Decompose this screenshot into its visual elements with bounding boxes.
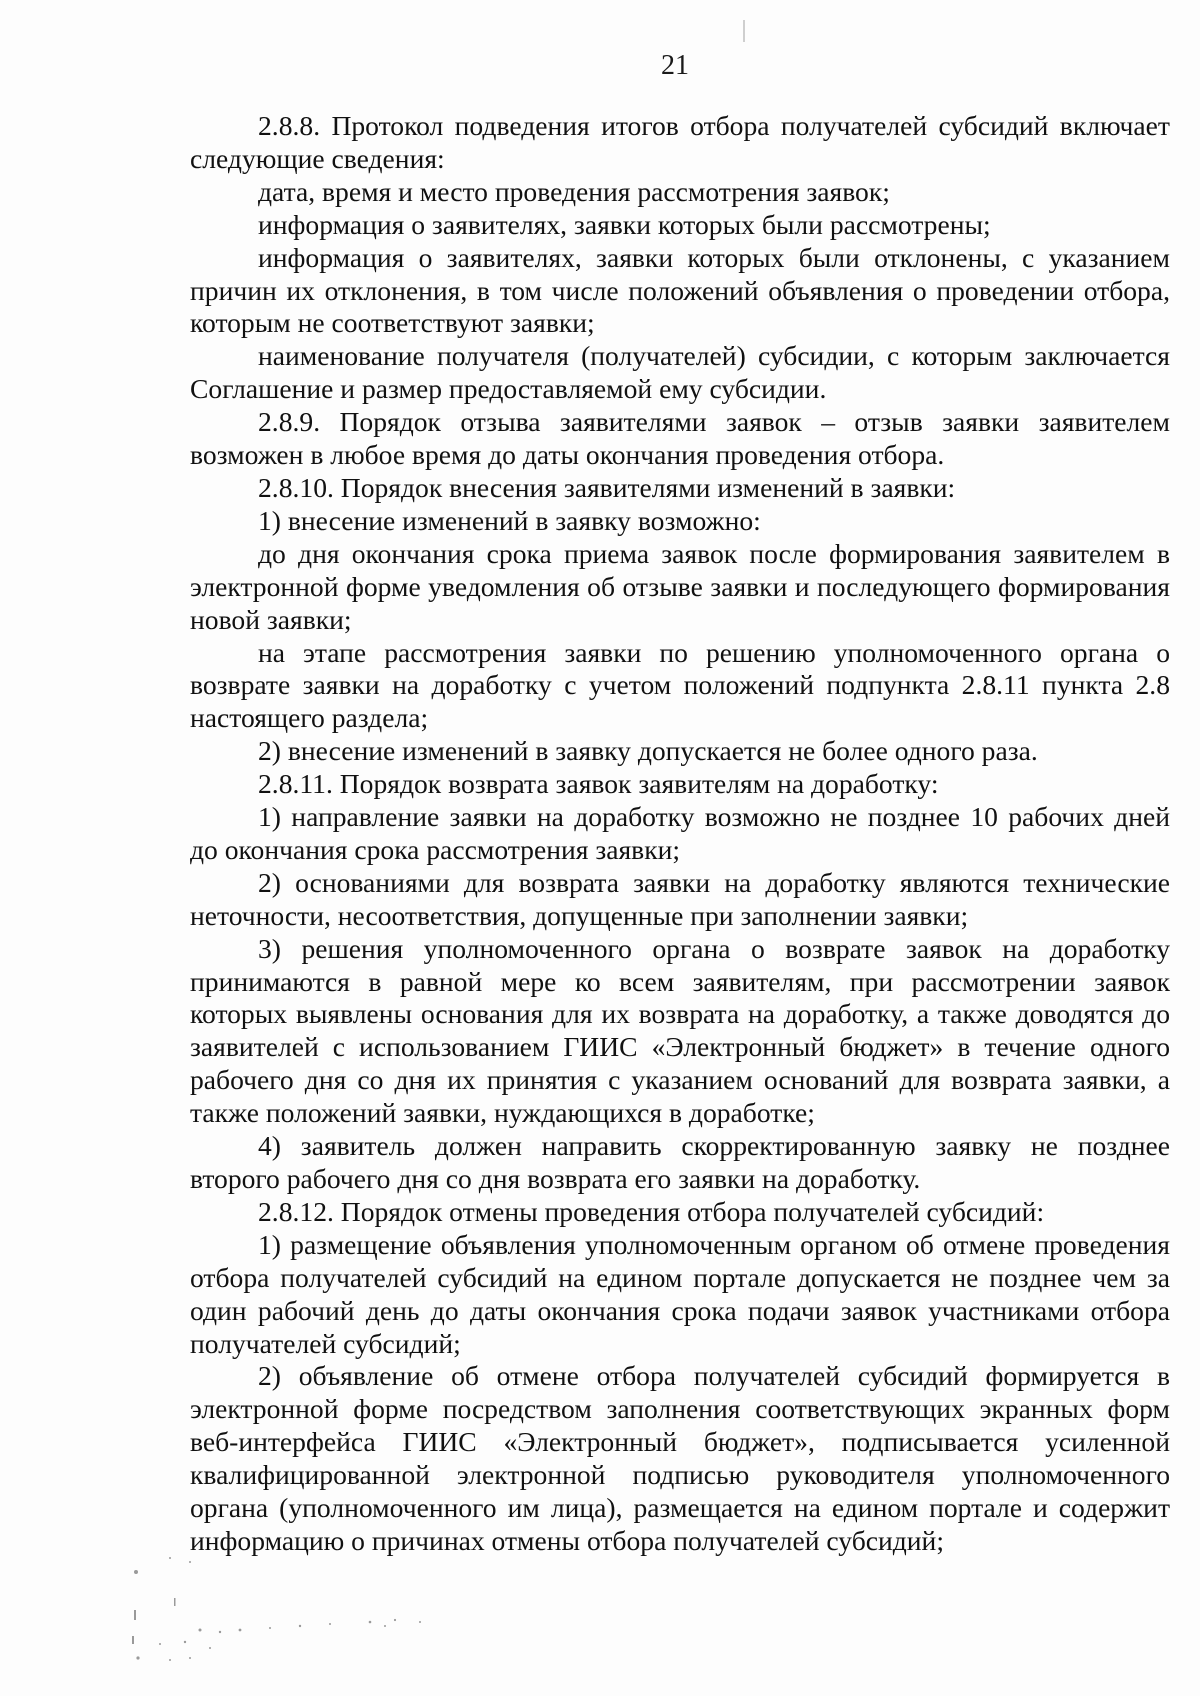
list-item-return-deadline: 1) направление заявки на доработку возможно не позднее 10 рабочих дней до окончания срока рассмотрения заявки; [190,801,1170,865]
list-item-before-deadline: до дня окончания срока приема заявок после формирования заявителем в электронной форме уведомления об отзыве заявки и последующего формирования новой заявки; [190,537,1170,635]
paragraph-2-8-10: 2.8.10. Порядок внесения заявителями изменений в заявки: [258,471,956,503]
scan-noise-decoration [130,1540,460,1670]
paragraph-2-8-11: 2.8.11. Порядок возврата заявок заявителям на доработку: [258,768,939,800]
list-item-resubmission: 4) заявитель должен направить скорректированную заявку не позднее второго рабочего дня со дня возврата его заявки на доработку. [190,1130,1170,1194]
page-number: 21 [661,50,689,81]
list-item-changes-once: 2) внесение изменений в заявку допускается не более одного раза. [258,735,1038,767]
list-item-cancellation-form: 2) объявление об отмене отбора получателей субсидий формируется в электронной форме посредством заполнения соответствующих экранных форм веб-интерфейса ГИИС «Электронный бюджет», подписывается усиленной квалифицированной электронной подписью руководителя уполномоченного органа (уполномоченного им лица), размещается на едином портале и содержит информацию о причинах отмены отбора получателей субсидий; [190,1360,1170,1556]
list-item-return-grounds: 2) основаниями для возврата заявки на доработку являются технические неточности, несоответствия, допущенные при заполнении заявки; [190,866,1170,931]
paragraph-2-8-9: 2.8.9. Порядок отзыва заявителями заявок – отзыв заявки заявителем возможен в любое время до даты окончания проведения отбора. [190,406,1170,471]
list-item-recipient-name: наименование получателя (получателей) субсидии, с которым заключается Соглашение и размер предоставляемой ему субсидии. [190,340,1170,405]
list-item-considered-applicants: информация о заявителях, заявки которых были рассмотрены; [258,208,991,240]
list-item-changes-possible: 1) внесение изменений в заявку возможно: [258,504,761,536]
list-item-return-decisions: 3) решения уполномоченного органа о возврате заявок на доработку принимаются в равной мере ко всем заявителям, при рассмотрении заявок которых выявлены основания для их возврата на доработку, а также доводятся до заявителей с использованием ГИИС «Электронный бюджет» в течение одного рабочего дня со дня их принятия с указанием оснований для возврата заявки, а также положений заявки, нуждающихся в доработке; [190,932,1170,1129]
paragraph-2-8-8: 2.8.8. Протокол подведения итогов отбора получателей субсидий включает следующие сведения: [190,110,1170,174]
list-item-rejected-applicants: информация о заявителях, заявки которых были отклонены, с указанием причин их отклонения, в том числе положений объявления о проведении отбора, которым не соответствуют заявки; [190,241,1170,339]
list-item-date-time-place: дата, время и место проведения рассмотрения заявок; [258,175,890,207]
paragraph-2-8-12: 2.8.12. Порядок отмены проведения отбора получателей субсидий: [258,1195,1045,1227]
list-item-cancellation-notice: 1) размещение объявления уполномоченным органом об отмене проведения отбора получателей субсидий на едином портале допускается не позднее чем за один рабочий день до даты окончания срока подачи заявок участниками отбора получателей субсидий; [190,1228,1170,1359]
list-item-review-stage: на этапе рассмотрения заявки по решению уполномоченного органа о возврате заявки на доработку с учетом положений подпункта 2.8.11 пункта 2.8 настоящего раздела; [190,636,1170,734]
scan-artifact-mark [743,20,745,42]
document-body [190,110,1170,1558]
